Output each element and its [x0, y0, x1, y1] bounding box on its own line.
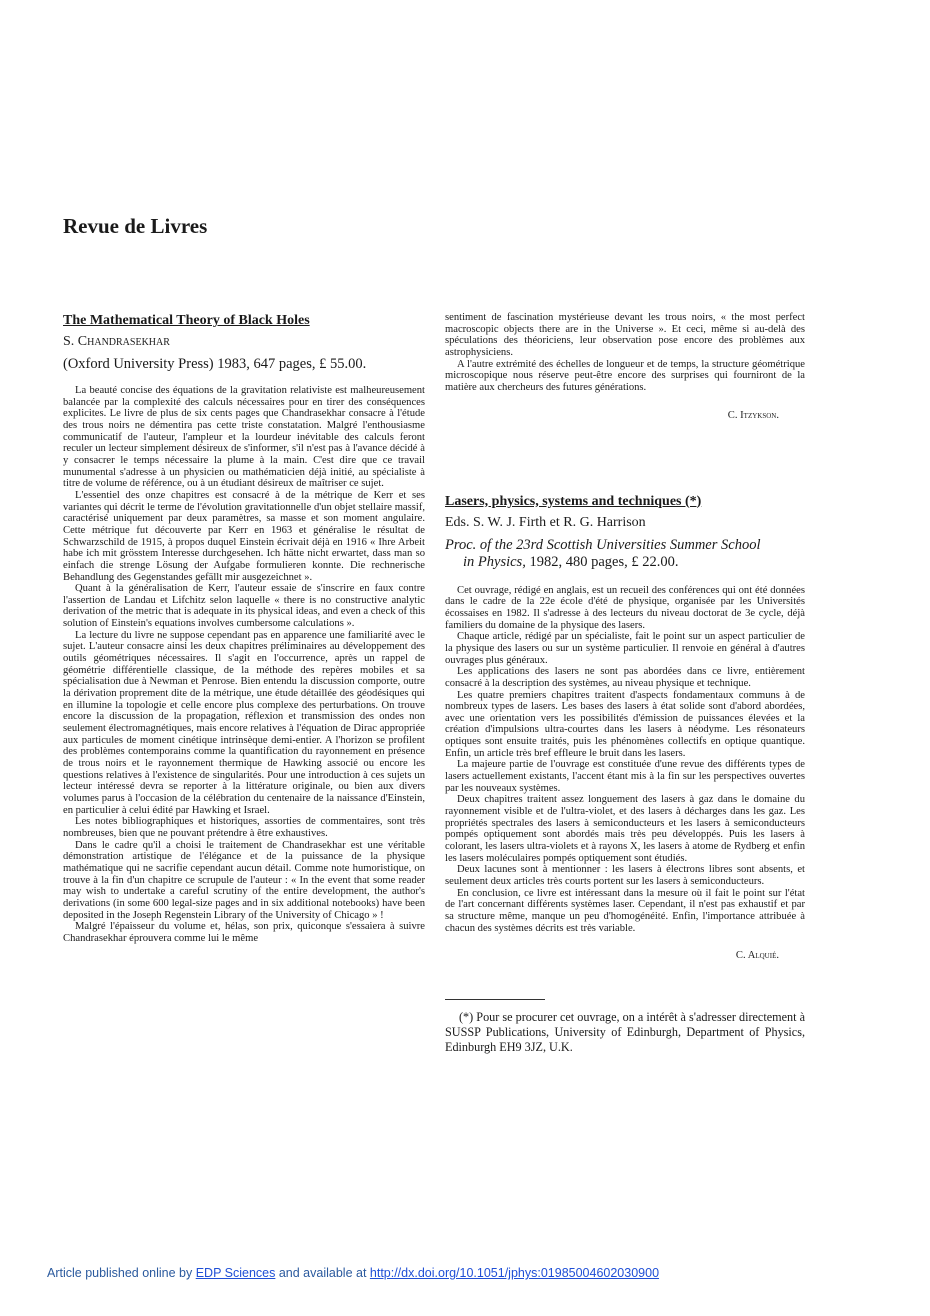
paragraph: Quant à la généralisation de Kerr, l'auteur essaie de s'inscrire en faux contre l'assertion de Landau et Lifchitz selon laquelle « there is no constructive analytic derivation of the metric that is adequate in its physical ideas, and even a check of this solution of Einstein's equations involves cumbersome calculations ». — [63, 583, 425, 630]
review-publication-info — [445, 537, 805, 571]
paragraph: A l'autre extrémité des échelles de longueur et de temps, la structure géométrique microscopique nous réserve peut-être encore des surprises qui fourniront de la matière aux chercheurs des futures générations. — [445, 358, 805, 393]
left-column — [63, 312, 425, 945]
review-body-lasers — [445, 585, 805, 935]
paragraph: En conclusion, ce livre est intéressant dans la mesure où il fait le point sur l'état de l'art concernant différents systèmes laser. Cependant, il n'est pas exhaustif et par sa structure même, manque un peu d'homogénéité. Enfin, l'importance attribuée à chacun des systèmes décrits est très variable. — [445, 887, 805, 934]
notice-middle: and available at — [275, 1266, 370, 1280]
publication-line: Proc. of the 23rd Scottish Universities Summer School — [445, 536, 761, 553]
paragraph: Deux lacunes sont à mentionner : les lasers à électrons libres sont absents, et seulement deux articles très courts portent sur les lasers à semiconducteurs. — [445, 864, 805, 887]
paragraph: La lecture du livre ne suppose cependant pas en apparence une familiarité avec le sujet. L'auteur consacre ainsi les deux chapitres préliminaires au développement des outils géométriques nécessaires. Il s'agit en l'occurrence, après un rappel de géométrie différentielle classique, de la méthode des repères mobiles et sa spécialisation due à Newman et Penrose. Bien entendu la discussion comporte, outre la dérivation proprement dite de la métrique, une étude détaillée des géodésiques qui en illumine la topologie et celle encore plus complexe des perturbations. On trouve encore la discussion de la propagation, réflexion et transmission des ondes non seulement électromagnétiques, mais encore relatives à l'équation de Dirac appropriée aux particules de moment cinétique intrinsèque demi-entier. A l'horizon se profilent des problèmes contemporains comme la quantification du rayonnement en présence de trous noirs et le rayonnement thermique de Hawking associé ou encore les questions relatives à l'existence de singularités. Pour une introduction à ces sujets un lecteur intéressé devra se reporter à la littérature originale, ou bien aux divers volumes parus à l'occasion de la célébration du centenaire de la naissance d'Einstein, en particulier à celui édité par Hawking et Israel. — [63, 629, 425, 816]
review-signature-alquie: C. Alquié. — [735, 950, 779, 962]
edp-sciences-link[interactable]: EDP Sciences — [195, 1266, 276, 1280]
publication-details: 1982, 480 pages, £ 22.00. — [525, 553, 679, 570]
review-body-left — [63, 385, 425, 945]
review-editors: Eds. S. W. J. Firth et R. G. Harrison — [445, 514, 646, 530]
paragraph: Malgré l'épaisseur du volume et, hélas, son prix, quiconque s'essaiera à suivre Chandrasekhar éprouvera comme lui le même — [63, 921, 425, 944]
paragraph: Les quatre premiers chapitres traitent d'aspects fondamentaux communs à de nombreux types de lasers. Les bases des lasers à état solide sont d'abord abordées, avec une orientation vers les possibilités d'émission de puissances élevées et la création d'impulsions ultra-courtes dans les lasers à néodyme. Les résonateurs optiques sont ensuite traités, puis les phénomènes collectifs en optique quantique. Enfin, un article très bref effleure le bruit dans les lasers. — [445, 689, 805, 759]
paragraph: L'essentiel des onze chapitres est consacré à de la métrique de Kerr et ses variantes qui décrit le terme de l'évolution gravitationnelle d'un objet stellaire massif, caractérisé uniquement par deux paramètres, sa masse et son moment angulaire. Cette métrique fut découverte par Kerr en 1963 et généralise le résultat de Schwarzschild de 1915, à propos duquel Einstein écrivait déjà en 1916 « Ihre Arbeit habe ich mit grösstem Interesse durchgesehen. Ich hätte nicht erwartet, dass man so einfach die strenge Lösung der Aufgabe formulieren konnte. Die rechnerische Behandlung des Gegenstandes gefällt mir ausgezeichnet ». — [63, 489, 425, 583]
review-signature-itzykson: C. Itzykson. — [727, 409, 779, 421]
paragraph: Dans le cadre qu'il a choisi le traitement de Chandrasekhar est une véritable démonstration artistique de l'élégance et de la puissance de la physique mathématique qui ne sacrifie cependant aucun détail. Comme note humoristique, on trouve à la fin d'un chapitre ce scrupule de l'auteur : « In the event that some reader may wish to undertake a careful scrutiny of the entire development, the author's derivations (in some 600 legal-size pages and in six additional notebooks) have been deposited in the Joseph Regenstein Library of the University of Chicago » ! — [63, 839, 425, 921]
paragraph: La beauté concise des équations de la gravitation relativiste est malheureusement balancée par la complexité des calculs nécessaires pour en tirer des conséquences explicites. Le livre de plus de six cents pages que Chandrasekhar consacre à l'étude des trous noirs ne démentira pas cette triste constatation. Malgré l'enthousiasme communicatif de l'auteur, l'ampleur et la lourdeur inévitable des calculs feront reculer un lecteur simplement désireux de s'informer, s'il n'est pas à l'avance décidé à y consacrer le temps nécessaire la plume à la main. C'est dire que ce travail munumental s'adresse à un physicien ou mathématicien déjà initié, au spécialiste à titre de volume de référence, ou à un étudiant désireux de maîtriser ce sujet. — [63, 385, 425, 490]
review-body-right — [445, 312, 805, 394]
publication-notice — [47, 1266, 659, 1280]
footnote: (*) Pour se procurer cet ouvrage, on a intérêt à s'adresser directement à SUSSP Publications, University of Edinburgh, Department of Physics, Edinburgh EH9 3JZ, U.K. — [445, 1010, 805, 1055]
paragraph: Cet ouvrage, rédigé en anglais, est un recueil des conférences qui ont été données dans le cadre de la 22e école d'été de physique, organisée par les Universités écossaises en 1982. Il s'adresse à des lecteurs du niveau doctorat de 3e cycle, déjà familiers du domaine de la physique des lasers. — [445, 584, 805, 631]
review-title-black-holes: The Mathematical Theory of Black Holes — [63, 313, 310, 328]
paragraph: Deux chapitres traitent assez longuement des lasers à gaz dans le domaine du rayonnement visible et de l'ultra-violet, et des lasers à décharges dans les gaz. Les propriétés spectrales des lasers à semiconducteurs et les lasers à semiconducteurs pompés optiquement sont abordés mais très peu développés. Puis les lasers à colorant, les lasers ultra-violets et à rayons X, les lasers à atome de Rydberg et enfin les lasers moléculaires pompés optiquement sont étudiés. — [445, 794, 805, 864]
paragraph: La majeure partie de l'ouvrage est constituée d'une revue des différents types de lasers actuellement existants, l'accent étant mis à la fin sur les perspectives ouvertes par les nouveaux systèmes. — [445, 759, 805, 794]
review-publication-info: (Oxford University Press) 1983, 647 pages, £ 55.00. — [63, 356, 367, 372]
review-lasers — [445, 493, 805, 1056]
review-title-lasers: Lasers, physics, systems and techniques (*) — [445, 493, 702, 509]
paragraph: Les applications des lasers ne sont pas abordées dans ce livre, entièrement consacré à la description des systèmes, au niveau physique et technique. — [445, 666, 805, 689]
doi-link[interactable]: http://dx.doi.org/10.1051/jphys:01985004602030900 — [369, 1266, 660, 1280]
paragraph: Les notes bibliographiques et historiques, assorties de commentaires, sont très nombreuses, bien que ne pouvant prétendre à être exhaustives. — [63, 816, 425, 839]
page-title: Revue de Livres — [63, 214, 208, 238]
right-column — [445, 312, 805, 1055]
paragraph: sentiment de fascination mystérieuse devant les trous noirs, « the most perfect macroscopic objects there are in the Universe ». Et ceci, même si au-delà des spéculations des théoriciens, leur observation pose encore des problèmes aux astrophysiciens. — [445, 312, 805, 358]
paragraph: Chaque article, rédigé par un spécialiste, fait le point sur un aspect particulier de la physique des lasers ou sur un système particulier. Il renvoie en général à d'autres ouvrages plus généraux. — [445, 631, 805, 666]
publication-line — [445, 554, 805, 571]
publication-series: in Physics, — [463, 553, 526, 570]
review-author-chandrasekhar: S. Chandrasekhar — [63, 334, 170, 349]
notice-prefix: Article published online by — [47, 1266, 196, 1280]
footnote-divider — [445, 999, 545, 1000]
